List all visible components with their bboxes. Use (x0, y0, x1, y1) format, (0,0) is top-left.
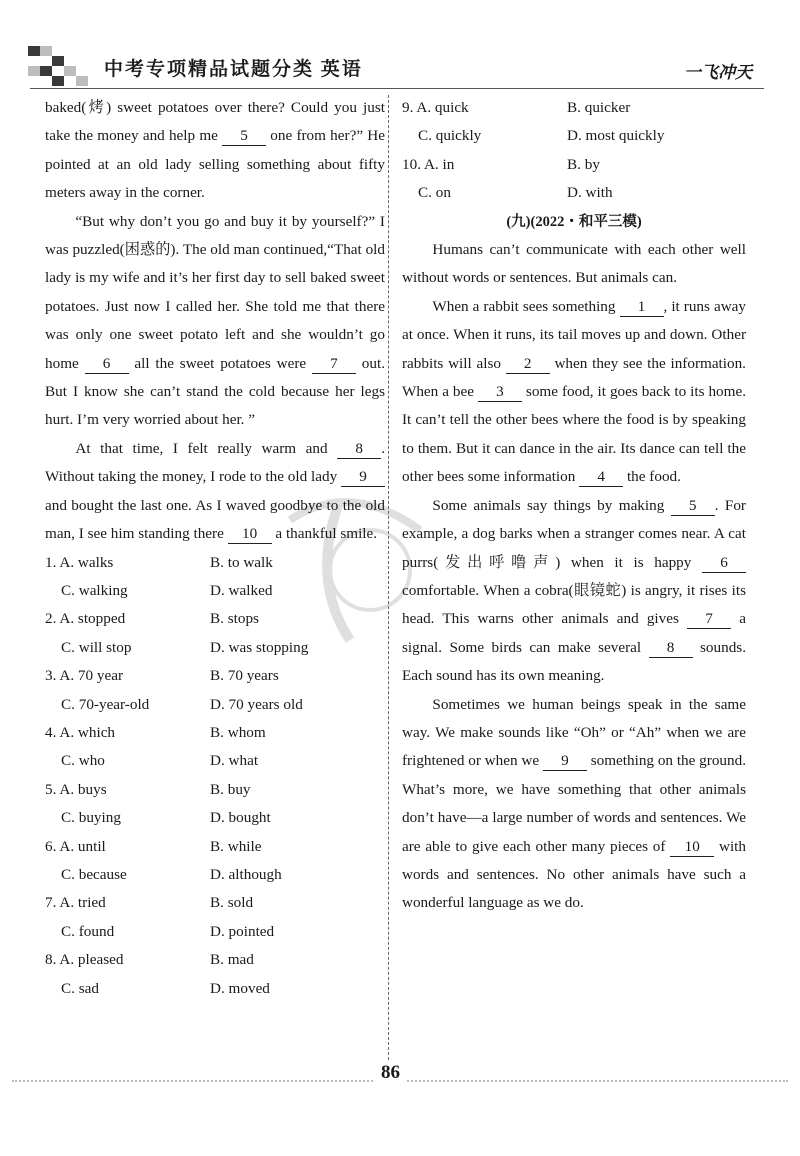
option-a: 1. A. walks (45, 553, 114, 571)
option-row (402, 179, 746, 207)
option-c: C. 70-year-old (61, 695, 150, 713)
option-row (45, 691, 385, 719)
option-c: C. walking (61, 581, 128, 599)
option-d: D. bought (210, 809, 271, 827)
right-options (402, 94, 746, 208)
option-d: D. moved (210, 979, 270, 997)
left-options (45, 549, 385, 1004)
option-row (45, 804, 385, 832)
answer-blank: 2 (506, 355, 550, 374)
option-a: 9. A. quick (402, 99, 469, 116)
left-column (45, 94, 385, 1003)
option-b: B. quicker (567, 99, 631, 116)
option-row (45, 605, 385, 633)
answer-blank: 7 (312, 355, 356, 374)
option-c: C. quickly (418, 127, 482, 145)
answer-blank: 8 (649, 639, 693, 658)
page-number: 86 (375, 1062, 406, 1084)
option-a: 3. A. 70 year (45, 667, 124, 685)
option-b: B. while (210, 837, 262, 855)
option-row (402, 94, 746, 122)
left-paragraph: “But why don’t you go and buy it by yourself?” I was puzzled(困惑的). The old man continued,“That old lady is my wife and it’s her first day to sell baked sweet potatoes. Just now I called her. She told me that there was only one sweet potato left and she wouldn’t go home 6 all the sweet potatoes were 7 out. But I know she can’t stand the cold because her legs hurt. I’m very worried about her. ” (45, 212, 385, 429)
option-c: C. on (418, 184, 451, 202)
page-header (0, 0, 800, 95)
option-d: D. with (567, 184, 613, 202)
option-d: D. walked (210, 581, 273, 599)
option-c: C. will stop (61, 638, 132, 656)
right-column (402, 94, 746, 918)
left-passage (45, 94, 385, 549)
book-title: 中考专项精品试题分类 英语 (104, 59, 363, 80)
left-paragraph: baked(烤) sweet potatoes over there? Could you just take the money and help me 5 one from her?” He pointed at an old lady selling something about fifty meters away in the corner. (45, 99, 385, 202)
option-a: 10. A. in (402, 155, 455, 173)
option-b: B. buy (210, 780, 251, 798)
option-row (45, 747, 385, 775)
header-rule (30, 88, 764, 89)
option-row (45, 946, 385, 974)
option-b: B. to walk (210, 553, 273, 571)
option-d: D. was stopping (210, 638, 309, 656)
option-row (45, 662, 385, 690)
right-paragraph: Some animals say things by making 5 . For example, a dog barks when a stranger comes near. A cat purrs(发出呼噜声) when it is happy 6 comfortable. When a cobra(眼镜蛇) is angry, it rises its head. This warns other animals and gives 7 a signal. Some birds can make several 8 sounds. Each sound has its own meaning. (402, 496, 746, 685)
option-a: 7. A. tried (45, 894, 106, 912)
option-c: C. found (61, 922, 115, 940)
answer-blank: 8 (337, 440, 381, 459)
option-row (45, 549, 385, 577)
option-row (45, 918, 385, 946)
right-paragraph: Humans can’t communicate with each other well without words or sentences. But animals can. (402, 241, 746, 287)
option-d: D. 70 years old (210, 695, 303, 713)
option-d: D. what (210, 752, 259, 770)
option-b: B. mad (210, 951, 254, 969)
answer-blank: 3 (478, 383, 522, 402)
option-row (45, 719, 385, 747)
option-d: D. pointed (210, 922, 275, 940)
option-c: C. buying (61, 809, 121, 827)
answer-blank: 7 (687, 610, 731, 629)
option-b: B. whom (210, 723, 266, 741)
brand-logo: 一飞冲天 (684, 63, 752, 82)
section-title: (九)(2022・和平三模) (506, 213, 642, 230)
answer-blank: 9 (341, 468, 385, 487)
option-b: B. sold (210, 894, 254, 912)
left-paragraph: At that time, I felt really warm and 8 . Without taking the money, I rode to the old lady 9 and bought the last one. As I waved goodbye to the old man, I see him standing there 10 a thankful smile. (45, 439, 385, 543)
right-paragraph: When a rabbit sees something 1 , it runs away at once. When it runs, its tail moves up and down. Other rabbits will also 2 when they see the information. When a bee 3 some food, it goes back to its home. It can’t tell the other bees where the food is by speaking to them. But it can dance in the air. Its dance can tell the other bees some information 4 the food. (402, 297, 746, 486)
option-row (45, 776, 385, 804)
option-b: B. stops (210, 610, 259, 628)
answer-blank: 9 (543, 752, 587, 771)
option-row (402, 122, 746, 150)
option-b: B. by (567, 155, 600, 173)
option-a: 8. A. pleased (45, 951, 124, 969)
answer-blank: 10 (228, 525, 272, 544)
option-b: B. 70 years (210, 667, 279, 685)
option-row (45, 577, 385, 605)
option-d: D. most quickly (567, 127, 665, 145)
option-c: C. because (61, 865, 127, 883)
option-a: 4. A. which (45, 723, 116, 741)
answer-blank: 6 (85, 355, 129, 374)
answer-blank: 6 (702, 554, 746, 573)
answer-blank: 1 (620, 298, 664, 317)
option-row (45, 975, 385, 1003)
option-d: D. although (210, 865, 282, 883)
answer-blank: 10 (670, 838, 714, 857)
header-checker-pattern-icon (28, 46, 92, 86)
right-passage (402, 236, 746, 918)
option-c: C. sad (61, 979, 99, 997)
option-a: 2. A. stopped (45, 610, 126, 628)
option-a: 5. A. buys (45, 780, 107, 798)
option-a: 6. A. until (45, 837, 106, 855)
column-divider (388, 95, 389, 1060)
option-c: C. who (61, 752, 105, 770)
option-row (45, 634, 385, 662)
answer-blank: 5 (671, 497, 715, 516)
option-row (402, 151, 746, 179)
answer-blank: 4 (579, 468, 623, 487)
option-row (45, 861, 385, 889)
right-paragraph: Sometimes we human beings speak in the same way. We make sounds like “Oh” or “Ah” when we are frightened or when we 9 something on the ground. What’s more, we have something that other animals don’t have—a large number of words and sentences. We are able to give each other many pieces of 10 with words and sentences. No other animals have such a wonderful language as we do. (402, 695, 747, 912)
option-row (45, 833, 385, 861)
option-row (45, 889, 385, 917)
answer-blank: 5 (222, 127, 266, 146)
